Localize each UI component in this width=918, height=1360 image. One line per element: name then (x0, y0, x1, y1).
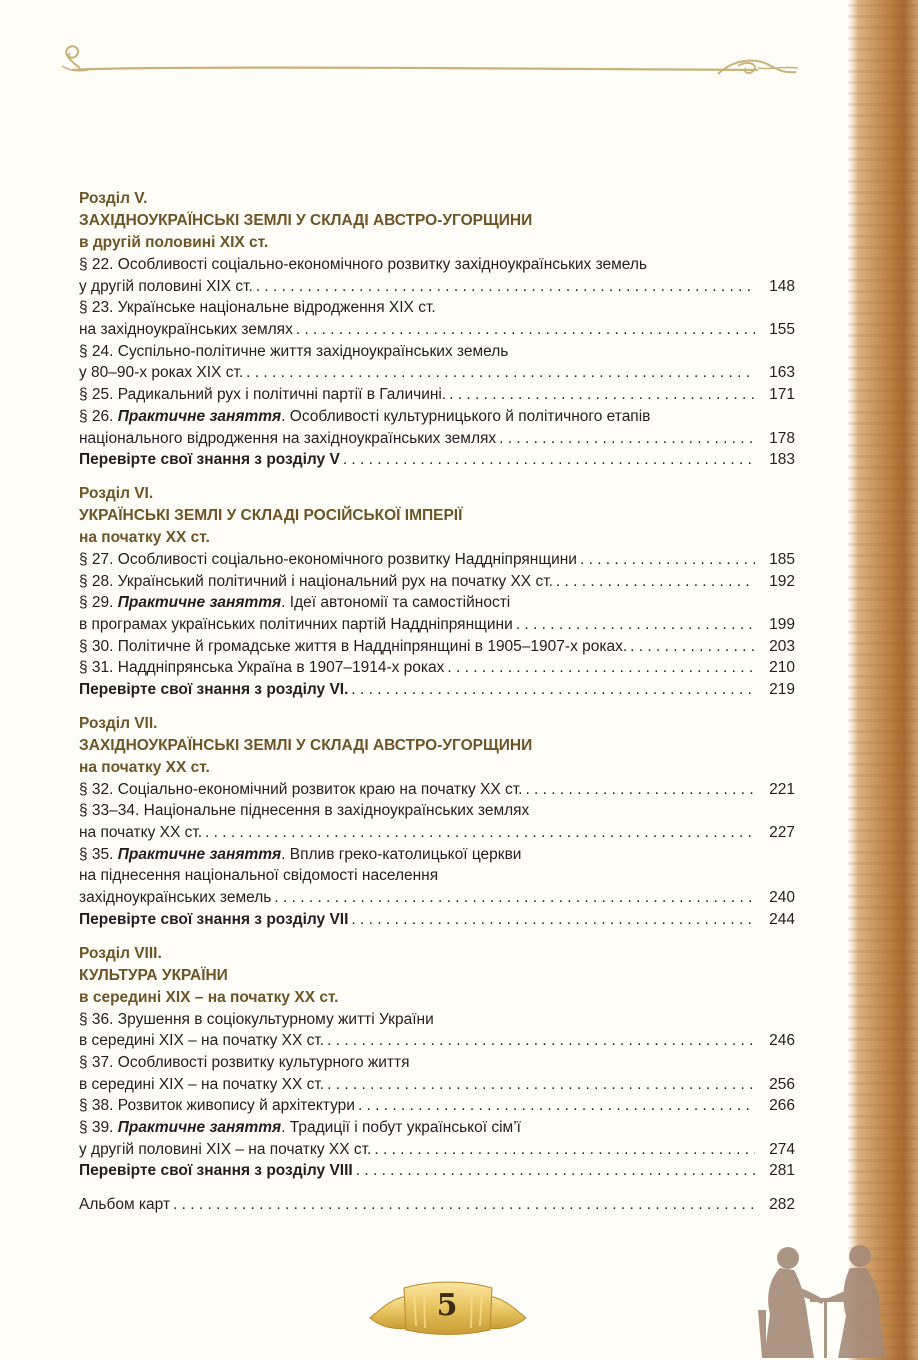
review-entry[interactable] (79, 679, 795, 701)
dot-leader (358, 1095, 755, 1117)
toc-entry[interactable] (79, 428, 795, 450)
entry-line: § 36. Зрушення в соціокультурному житті України (79, 1010, 434, 1028)
page-ref: 148 (769, 277, 795, 295)
entry-text: . Традиції і побут української сім’ї (281, 1118, 521, 1136)
toc-entry[interactable] (79, 1139, 795, 1161)
page-ref: 244 (769, 910, 795, 928)
entry-title: у другій половині XIX ст. (79, 277, 253, 295)
entry-title: в середині XIX – на початку XX ст. (79, 1075, 325, 1093)
toc-entry[interactable] (79, 1074, 795, 1096)
entry-text: . Ідеї автономії та самостійності (281, 594, 511, 612)
dot-leader (296, 319, 755, 341)
entry-line: на піднесення національної свідомості населення (79, 867, 439, 885)
section-title: ЗАХІДНОУКРАЇНСЬКІ ЗЕМЛІ У СКЛАДІ АВСТРО-УГОРЩИНИ (79, 736, 533, 754)
toc-entry[interactable] (79, 1095, 795, 1117)
page-ref: 192 (769, 572, 795, 590)
dot-leader (449, 384, 755, 406)
entry-title: § 28. Український політичний і національний рух на початку XX ст. (79, 572, 553, 590)
dot-leader (173, 1194, 755, 1216)
entry-title: § 32. Соціально-економічний розвиток краю на початку XX ст. (79, 780, 523, 798)
table-of-contents (79, 188, 795, 1216)
section-subtitle: в середині XIX – на початку XX ст. (79, 988, 339, 1006)
page-ref: 210 (769, 659, 795, 677)
toc-entry[interactable] (79, 319, 795, 341)
dot-leader (327, 1074, 755, 1096)
section-gap (79, 931, 795, 943)
album-label: Альбом карт (79, 1196, 171, 1213)
dot-leader (630, 636, 755, 658)
entry-title: § 31. Наддніпрянська Україна в 1907–1914-х роках (79, 659, 445, 677)
section-number: Розділ VI. (79, 484, 154, 502)
page-ref: 183 (769, 451, 795, 469)
entry-prefix: § 39. (79, 1118, 118, 1136)
toc-entry[interactable] (79, 636, 795, 658)
entry-line (79, 844, 795, 866)
toc-entry[interactable] (79, 362, 795, 384)
review-entry[interactable] (79, 909, 795, 931)
dot-leader (256, 276, 755, 298)
toc-entry[interactable] (79, 384, 795, 406)
entry-line (79, 592, 795, 614)
toc-entry[interactable] (79, 779, 795, 801)
entry-prefix: § 26. (79, 407, 118, 425)
page-ref: 155 (769, 321, 795, 339)
entry-title: у другій половині XIX – на початку XX ст. (79, 1140, 372, 1158)
entry-title: на початку XX ст. (79, 824, 203, 842)
page-ref: 256 (769, 1075, 795, 1093)
page-ref: 199 (769, 615, 795, 633)
entry-title: в середині XIX – на початку XX ст. (79, 1032, 325, 1050)
entry-line (79, 406, 795, 428)
entry-title: Перевірте свої знання з розділу VI. (79, 681, 349, 698)
entry-title: Перевірте свої знання з розділу VII (79, 910, 349, 928)
entry-title: в програмах українських політичних партій Наддніпрянщини (79, 615, 513, 633)
toc-entry[interactable] (79, 822, 795, 844)
dot-leader (516, 614, 755, 636)
page-ref: 227 (769, 824, 795, 842)
entry-title: національного відродження на західноукраїнських землях (79, 429, 497, 447)
practical-lesson-label: Практичне заняття (117, 407, 282, 425)
page-ref: 240 (769, 889, 795, 907)
page-ref: 221 (769, 780, 795, 798)
toc-entry[interactable] (79, 571, 795, 593)
entry-line: § 22. Особливості соціально-економічного розвитку західноукраїнських земель (79, 256, 648, 273)
section-subtitle: в другій половині XIX ст. (79, 234, 269, 251)
toc-entry[interactable] (79, 276, 795, 298)
entry-line (79, 1117, 795, 1139)
section-gap (79, 701, 795, 713)
page-number: 5 (436, 1288, 458, 1323)
dot-leader (374, 1139, 755, 1161)
entry-line: § 33–34. Національне піднесення в західноукраїнських землях (79, 802, 530, 820)
section-gap (79, 471, 795, 483)
entry-title: § 25. Радикальний рух і політичні партії в Галичині. (79, 386, 447, 404)
ornament-divider-icon (58, 44, 800, 84)
page-ref: 178 (769, 429, 795, 447)
page-ref: 203 (769, 637, 795, 655)
page-ref: 281 (769, 1162, 795, 1180)
practical-lesson-label: Практичне заняття (117, 845, 282, 863)
parchment-edge (848, 0, 918, 1360)
page-ref: 282 (769, 1196, 795, 1213)
page-ref: 185 (769, 550, 795, 568)
page-ref: 171 (769, 386, 795, 404)
page-ref: 219 (769, 681, 795, 698)
section-title: ЗАХІДНОУКРАЇНСЬКІ ЗЕМЛІ У СКЛАДІ АВСТРО-УГОРЩИНИ (79, 212, 533, 229)
dot-leader (274, 887, 755, 909)
section-subtitle: на початку XX ст. (79, 758, 210, 776)
dot-leader (525, 779, 755, 801)
page-ref: 163 (769, 364, 795, 382)
entry-prefix: § 35. (79, 845, 118, 863)
section-gap (79, 1182, 795, 1194)
entry-title: у 80–90-х роках XIX ст. (79, 364, 244, 382)
dot-leader (356, 1160, 755, 1182)
page-ref: 274 (769, 1140, 795, 1158)
toc-entry[interactable] (79, 1030, 795, 1052)
entry-title: Перевірте свої знання з розділу V (79, 451, 340, 469)
page-ref: 246 (769, 1032, 795, 1050)
review-entry[interactable] (79, 1160, 795, 1182)
entry-title: Перевірте свої знання з розділу VIII (79, 1162, 353, 1180)
review-entry[interactable] (79, 449, 795, 471)
reading-women-silhouette-icon (758, 1240, 890, 1360)
dot-leader (580, 549, 755, 571)
dot-leader (205, 822, 755, 844)
dot-leader (447, 657, 755, 679)
entry-line: § 37. Особливості розвитку культурного життя (79, 1053, 410, 1071)
entry-text: . Особливості культурницького й політичного етапів (281, 407, 651, 425)
toc-entry[interactable] (79, 549, 795, 571)
section-subtitle: на початку XX ст. (79, 528, 210, 546)
toc-entry[interactable] (79, 887, 795, 909)
entry-title: § 30. Політичне й громадське життя в Наддніпрянщині в 1905–1907-х роках. (79, 637, 628, 655)
section-number: Розділ V. (79, 190, 148, 207)
dot-leader (343, 449, 755, 471)
toc-entry[interactable] (79, 614, 795, 636)
entry-line: § 24. Суспільно-політичне життя західноукраїнських земель (79, 342, 509, 360)
album-entry[interactable] (79, 1194, 795, 1216)
dot-leader (246, 362, 755, 384)
dot-leader (351, 679, 755, 701)
section-number: Розділ VIII. (79, 944, 162, 962)
section-title: УКРАЇНСЬКІ ЗЕМЛІ У СКЛАДІ РОСІЙСЬКОЇ ІМПЕРІЇ (79, 506, 463, 524)
page-ref: 266 (769, 1097, 795, 1115)
section-title: КУЛЬТУРА УКРАЇНИ (79, 966, 228, 984)
toc-entry[interactable] (79, 657, 795, 679)
practical-lesson-label: Практичне заняття (117, 1118, 282, 1136)
entry-line: § 23. Українське національне відродження XIX ст. (79, 299, 436, 317)
dot-leader (351, 909, 755, 931)
entry-title: на західноукраїнських землях (79, 321, 293, 339)
dot-leader (327, 1030, 755, 1052)
section-number: Розділ VII. (79, 714, 158, 732)
practical-lesson-label: Практичне заняття (117, 594, 282, 612)
dot-leader (556, 571, 755, 593)
entry-title: § 38. Розвиток живопису й архітектури (79, 1097, 355, 1115)
entry-title: § 27. Особливості соціально-економічного розвитку Наддніпрянщини (79, 550, 577, 568)
entry-title: західноукраїнських земель (79, 889, 272, 907)
dot-leader (499, 428, 755, 450)
entry-text: . Вплив греко-католицької церкви (281, 845, 522, 863)
entry-prefix: § 29. (79, 594, 118, 612)
